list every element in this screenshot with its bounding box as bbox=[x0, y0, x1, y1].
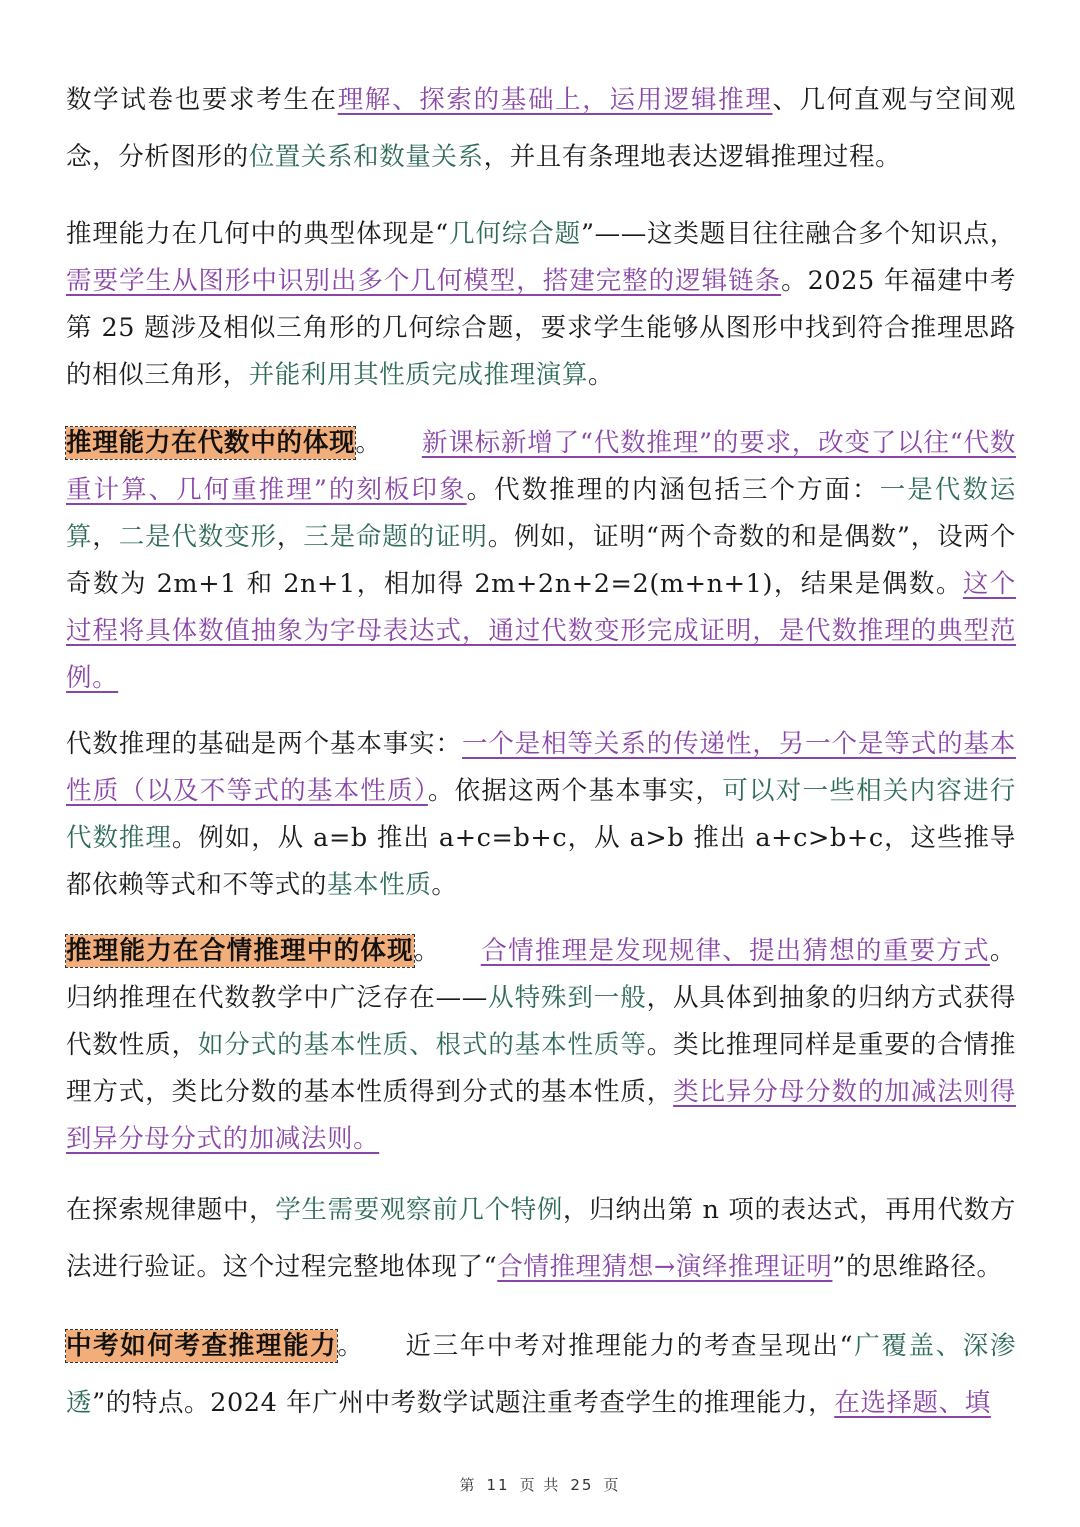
text: 近三年中考对推理能力的考查呈现出“ bbox=[404, 1331, 854, 1361]
green-emphasis: 二是代数变形 bbox=[118, 522, 277, 552]
paragraph-plausible-reasoning bbox=[66, 928, 1016, 1163]
text: ”的特点。2024 年广州中考数学试题注重考查学生的推理能力， bbox=[92, 1388, 835, 1418]
text: 。代数推理的内涵包括三个方面： bbox=[466, 475, 880, 505]
text: ，并且有条理地表达逻辑推理过程。 bbox=[483, 142, 902, 172]
paragraph-algebra-reasoning bbox=[66, 420, 1016, 702]
text: ， bbox=[92, 522, 119, 552]
green-emphasis: 位置关系和数量关系 bbox=[248, 142, 484, 172]
green-emphasis: 一是代数运算 bbox=[66, 475, 1016, 552]
text: ”——这类题目往往融合多个知识点， bbox=[580, 219, 1016, 249]
heading-punctuation: 。 bbox=[413, 936, 441, 966]
text: 数学试卷也要求考生在 bbox=[66, 85, 338, 115]
text: ， bbox=[276, 522, 304, 552]
paragraph-algebra-foundations bbox=[66, 721, 1016, 909]
text: ，从具体到抽象的归纳方式获得代数性质， bbox=[66, 983, 1016, 1060]
text: 。依据这两个基本事实， bbox=[427, 776, 723, 806]
green-emphasis: 广覆盖、深渗透 bbox=[66, 1331, 1016, 1418]
section-heading-plausible: 推理能力在合情推理中的体现 bbox=[66, 936, 414, 966]
total-pages: 25 bbox=[570, 1476, 594, 1494]
underlined-emphasis: 合情推理猜想→演绎推理证明 bbox=[497, 1252, 833, 1282]
text: 在探索规律题中， bbox=[66, 1195, 276, 1225]
footer-prefix: 第 bbox=[459, 1476, 477, 1494]
text: ，归纳出第 n 项的表达式，再用代数方法进行验证。这个过程完整地体现了“ bbox=[66, 1195, 1016, 1282]
text: ”的思维路径。 bbox=[832, 1252, 1003, 1282]
underlined-emphasis: 在选择题、填 bbox=[834, 1388, 991, 1418]
current-page-number: 11 bbox=[486, 1476, 510, 1494]
underlined-emphasis: 新课标新增了“代数推理”的要求，改变了以往“代数重计算、几何重推理”的刻板印象 bbox=[66, 428, 1016, 505]
heading-punctuation: 。 bbox=[337, 1331, 365, 1361]
paragraph-geometry-reasoning bbox=[66, 211, 1016, 399]
text: 。2025 年福建中考第 25 题涉及相似三角形的几何综合题，要求学生能够从图形中找到符合推理思路的相似三角形， bbox=[66, 266, 1017, 390]
green-emphasis: 学生需要观察前几个特例 bbox=[275, 1195, 563, 1225]
text: 。类比推理同样是重要的合情推理方式，类比分数的基本性质得到分式的基本性质， bbox=[66, 1030, 1016, 1107]
underlined-emphasis: 类比异分母分数的加减法则得到异分母分式的加减法则。 bbox=[66, 1077, 1016, 1154]
text: 。归纳推理在代数教学中广泛存在—— bbox=[66, 936, 1016, 1013]
footer-mid: 页 共 bbox=[519, 1476, 561, 1494]
underlined-emphasis: 一个是相等关系的传递性，另一个是等式的基本性质（以及不等式的基本性质） bbox=[66, 729, 1016, 806]
underlined-emphasis: 合情推理是发现规律、提出猜想的重要方式 bbox=[480, 936, 990, 966]
text: 。例如，从 a=b 推出 a+c=b+c，从 a>b 推出 a+c>b+c，这些推导都依赖等式和不等式的 bbox=[66, 823, 1016, 900]
paragraph-exam-assessment bbox=[66, 1318, 1016, 1432]
text: 。 bbox=[588, 360, 615, 390]
text: 推理能力在几何中的典型体现是“ bbox=[66, 219, 449, 249]
green-emphasis: 三是命题的证明 bbox=[303, 522, 488, 552]
underlined-emphasis: 需要学生从图形中识别出多个几何模型，搭建完整的逻辑链条 bbox=[66, 266, 782, 296]
underlined-emphasis: 理解、探索的基础上，运用逻辑推理 bbox=[337, 85, 773, 115]
green-emphasis: 从特殊到一般 bbox=[487, 983, 647, 1013]
text: 。 bbox=[431, 870, 458, 900]
section-heading-algebra: 推理能力在代数中的体现 bbox=[66, 428, 356, 458]
paragraph-exam-requirements bbox=[66, 72, 1016, 186]
text: 、几何直观与空间观念，分析图形的 bbox=[66, 85, 1016, 172]
paragraph-pattern-exploration bbox=[66, 1182, 1016, 1296]
green-emphasis: 如分式的基本性质、根式的基本性质等 bbox=[197, 1030, 647, 1060]
document-page bbox=[66, 72, 1016, 1432]
section-heading-exam: 中考如何考查推理能力 bbox=[66, 1331, 338, 1361]
heading-punctuation: 。 bbox=[355, 428, 382, 458]
green-emphasis: 基本性质 bbox=[327, 870, 432, 900]
footer-suffix: 页 bbox=[603, 1476, 621, 1494]
page-footer bbox=[0, 1474, 1080, 1495]
text: 代数推理的基础是两个基本事实： bbox=[66, 729, 462, 759]
green-emphasis: 可以对一些相关内容进行代数推理 bbox=[66, 776, 1016, 853]
text: 。例如，证明“两个奇数的和是偶数”，设两个奇数为 2m+1 和 2n+1，相加得 2m+2n+2=2(m+n+1)，结果是偶数。 bbox=[66, 522, 1016, 599]
green-emphasis: 几何综合题 bbox=[448, 219, 581, 249]
underlined-emphasis: 这个过程将具体数值抽象为字母表达式，通过代数变形完成证明，是代数推理的典型范例。 bbox=[66, 569, 1016, 693]
green-emphasis: 并能利用其性质完成推理演算 bbox=[248, 360, 589, 390]
